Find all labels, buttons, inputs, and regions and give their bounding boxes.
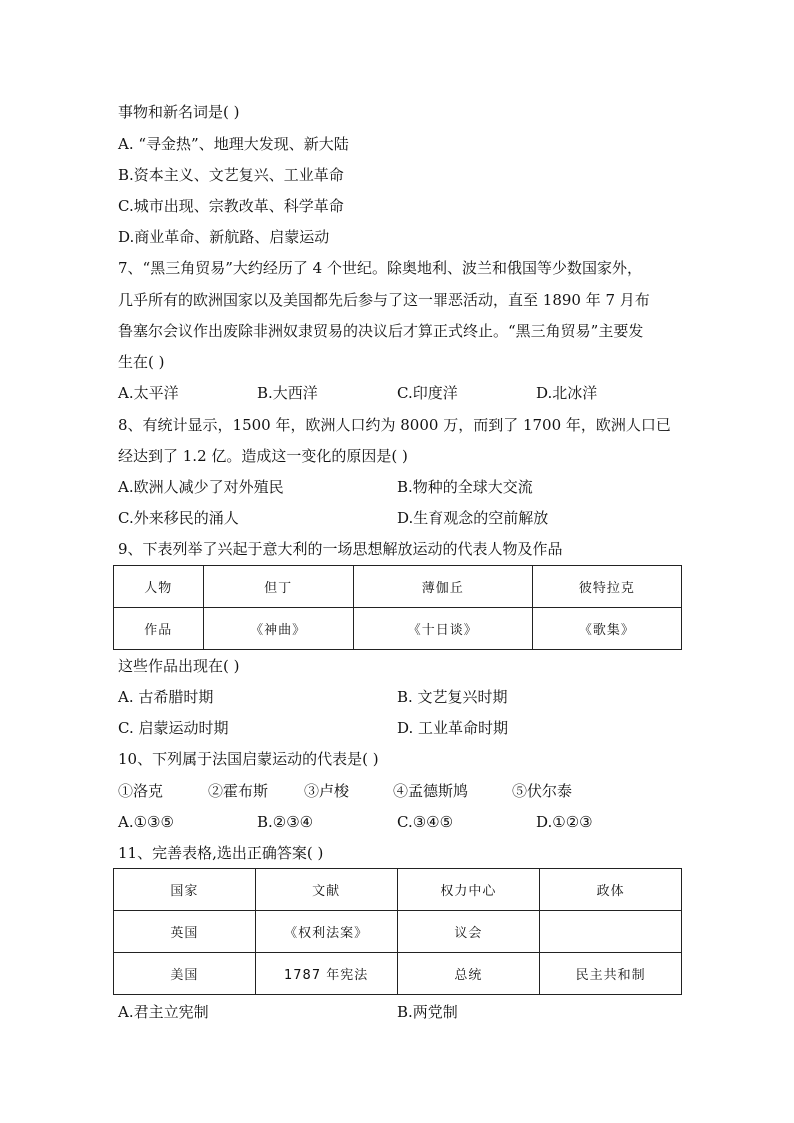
q7-stem-line-4: 生在( ) <box>118 353 165 371</box>
q7-option-d: D.北冰洋 <box>536 384 598 402</box>
table-cell: 议会 <box>397 911 540 953</box>
q9-option-d: D. 工业革命时期 <box>397 719 509 737</box>
q8-option-a: A.欧洲人减少了对外殖民 <box>118 478 284 496</box>
q10-item-3: ③卢梭 <box>304 782 350 800</box>
table-cell: 作品 <box>114 608 204 650</box>
table-cell: 《十日谈》 <box>353 608 532 650</box>
q8-stem-line-1: 8、有统计显示，1500 年，欧洲人口约为 8000 万，而到了 1700 年，欧洲人口已 <box>118 416 671 434</box>
table-cell: 但丁 <box>203 566 353 608</box>
q11-option-b: B.两党制 <box>397 1003 458 1021</box>
q8-option-c: C.外来移民的涌人 <box>118 509 239 527</box>
q9-stem: 9、下表列举了兴起于意大利的一场思想解放运动的代表人物及作品 <box>118 540 563 558</box>
table-cell: 彼特拉克 <box>532 566 681 608</box>
q10-item-2: ②霍布斯 <box>208 782 269 800</box>
q10-option-b: B.②③④ <box>257 813 314 831</box>
table-cell: 文献 <box>255 869 397 911</box>
q10-option-a: A.①③⑤ <box>118 813 174 831</box>
table-cell: 美国 <box>114 953 256 995</box>
q7-option-c: C.印度洋 <box>397 384 458 402</box>
q10-option-c: C.③④⑤ <box>397 813 454 831</box>
q9-option-c: C. 启蒙运动时期 <box>118 719 229 737</box>
q8-option-d: D.生育观念的空前解放 <box>397 509 549 527</box>
table-cell: 《权利法案》 <box>255 911 397 953</box>
table-cell: 薄伽丘 <box>353 566 532 608</box>
q7-stem-line-3: 鲁塞尔会议作出废除非洲奴隶贸易的决议后才算正式终止。“黑三角贸易”主要发 <box>118 322 644 340</box>
q10-stem: 10、下列属于法国启蒙运动的代表是( ) <box>118 750 379 768</box>
table-cell: 国家 <box>114 869 256 911</box>
table-cell: 政体 <box>540 869 682 911</box>
table-row <box>114 953 682 995</box>
q7-option-b: B.大西洋 <box>257 384 318 402</box>
q9-after-table: 这些作品出现在( ) <box>118 657 240 675</box>
q11-stem: 11、完善表格,选出正确答案( ) <box>118 844 324 862</box>
table-row <box>114 566 682 608</box>
q10-item-5: ⑤伏尔泰 <box>512 782 573 800</box>
q6-option-c: C.城市出现、宗教改革、科学革命 <box>118 197 344 215</box>
q6-option-b: B.资本主义、文艺复兴、工业革命 <box>118 166 344 184</box>
table-cell: 《神曲》 <box>203 608 353 650</box>
table-cell <box>540 911 682 953</box>
table-cell: 民主共和制 <box>540 953 682 995</box>
table-cell: 权力中心 <box>397 869 540 911</box>
q9-table <box>113 565 682 650</box>
q9-option-a: A. 古希腊时期 <box>118 688 214 706</box>
table-cell: 人物 <box>114 566 204 608</box>
q7-stem-line-2: 几乎所有的欧洲国家以及美国都先后参与了这一罪恶活动，直至 1890 年 7 月布 <box>118 291 650 309</box>
q11-table <box>113 868 682 995</box>
q11-option-a: A.君主立宪制 <box>118 1003 209 1021</box>
table-row <box>114 911 682 953</box>
q10-item-4: ④孟德斯鸠 <box>393 782 469 800</box>
table-row <box>114 608 682 650</box>
q7-stem-line-1: 7、“黑三角贸易”大约经历了 4 个世纪。除奥地利、波兰和俄国等少数国家外， <box>118 259 642 277</box>
q6-option-a: A. “寻金热”、地理大发现、新大陆 <box>118 135 349 153</box>
table-cell: 英国 <box>114 911 256 953</box>
q6-option-d: D.商业革命、新航路、启蒙运动 <box>118 228 330 246</box>
table-cell: 《歌集》 <box>532 608 681 650</box>
q7-option-a: A.太平洋 <box>118 384 179 402</box>
q8-option-b: B.物种的全球大交流 <box>397 478 533 496</box>
q9-option-b: B. 文艺复兴时期 <box>397 688 508 706</box>
table-cell: 1787 年宪法 <box>255 953 397 995</box>
table-cell: 总统 <box>397 953 540 995</box>
q6-stem-end: 事物和新名词是( ) <box>118 103 240 121</box>
q10-item-1: ①洛克 <box>118 782 164 800</box>
q8-stem-line-2: 经达到了 1.2 亿。造成这一变化的原因是( ) <box>118 447 408 465</box>
table-row <box>114 869 682 911</box>
q10-option-d: D.①②③ <box>536 813 593 831</box>
